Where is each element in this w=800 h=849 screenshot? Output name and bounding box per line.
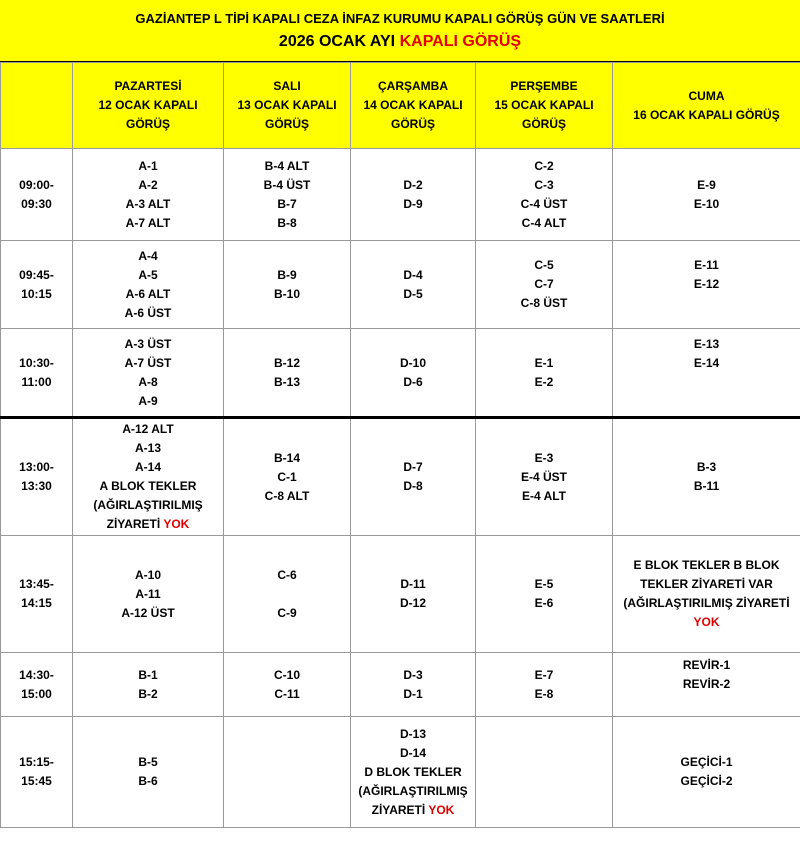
ward-entry: ZİYARETİ YOK xyxy=(371,802,455,817)
ward-entry: B-12 xyxy=(273,355,300,370)
ward-entry: A-6 ÜST xyxy=(124,305,172,320)
ward-entry: A-10 xyxy=(134,567,161,582)
ward-cell xyxy=(73,329,224,418)
day-subtitle: GÖRÜŞ xyxy=(264,117,309,131)
time-label: 10:15 xyxy=(21,286,52,301)
time-slot-row xyxy=(1,241,800,329)
time-slot-row xyxy=(1,653,800,717)
ward-entry: B-11 xyxy=(693,479,720,493)
ward-entry: E-4 ÜST xyxy=(520,469,567,484)
time-cell xyxy=(1,653,73,717)
ward-cell xyxy=(476,717,613,828)
ward-entry: C-4 ÜST xyxy=(520,196,568,211)
ward-cell xyxy=(613,241,800,329)
ward-entry: C-5 xyxy=(534,258,554,272)
ward-entry: B-10 xyxy=(273,286,300,301)
ward-entry: E-8 xyxy=(534,686,554,701)
ward-entry: A-12 ALT xyxy=(122,422,174,436)
ward-entry: E-4 ALT xyxy=(522,488,566,503)
ward-cell xyxy=(224,329,351,418)
time-label: 15:00 xyxy=(21,686,52,701)
day-name: ÇARŞAMBA xyxy=(378,79,448,93)
ward-entry: (AĞIRLAŞTIRILMIŞ xyxy=(358,783,468,798)
ward-cell xyxy=(224,418,351,536)
ward-entry: D-8 xyxy=(403,479,423,493)
ward-entry: D-4 xyxy=(403,267,423,282)
ward-entry: A-13 xyxy=(134,441,161,455)
ward-entry: D-5 xyxy=(403,286,423,301)
ward-entry: C-2 xyxy=(534,158,554,173)
ward-entry: E-1 xyxy=(534,355,554,370)
day-date: 14 OCAK KAPALI xyxy=(363,98,463,112)
time-label: 14:15 xyxy=(21,596,52,610)
time-slot-row xyxy=(1,329,800,418)
month-title xyxy=(0,27,800,53)
ward-entry: C-10 xyxy=(273,667,300,682)
header-row xyxy=(1,63,800,149)
ward-entry: A-3 ÜST xyxy=(124,336,172,351)
ward-cell xyxy=(224,717,351,828)
ward-entry xyxy=(615,294,798,313)
ward-cell xyxy=(476,653,613,717)
day-header xyxy=(224,63,351,149)
ward-cell xyxy=(476,536,613,653)
ward-entry: TEKLER ZİYARETİ VAR xyxy=(640,577,773,591)
ward-entry: D-14 xyxy=(399,745,426,760)
ward-entry: B-3 xyxy=(696,460,717,474)
ward-entry xyxy=(615,694,798,713)
ward-entry: D BLOK TEKLER xyxy=(364,764,462,779)
ward-entry: REVİR-1 xyxy=(682,658,731,672)
ward-entry: GEÇİCİ-1 xyxy=(680,755,733,769)
ward-entry: E-11 xyxy=(694,258,719,272)
month-label: 2026 OCAK AYI xyxy=(278,33,396,50)
day-name: PAZARTESİ xyxy=(114,79,182,93)
ward-entry: B-2 xyxy=(138,686,158,701)
ward-entry: E-13 xyxy=(693,336,720,351)
ward-entry: B-4 ALT xyxy=(264,158,310,173)
institution-title: GAZİANTEP L TİPİ KAPALI CEZA İNFAZ KURUMU KAPALI GÖRÜŞ GÜN VE SAATLERİ xyxy=(135,11,665,26)
day-date: 13 OCAK KAPALI xyxy=(237,98,337,112)
time-label: 09:45- xyxy=(19,267,54,282)
time-cell xyxy=(1,241,73,329)
ward-cell xyxy=(351,536,476,653)
ward-entry: E-5 xyxy=(534,577,554,591)
ward-entry: C-7 xyxy=(534,277,554,291)
ward-entry xyxy=(615,392,798,411)
ward-cell xyxy=(476,241,613,329)
ward-cell xyxy=(613,418,800,536)
ward-cell xyxy=(613,329,800,418)
day-date: 16 OCAK KAPALI GÖRÜŞ xyxy=(633,107,780,122)
ward-cell xyxy=(613,149,800,241)
ward-entry: D-7 xyxy=(403,460,423,474)
ward-entry: E-6 xyxy=(534,596,554,610)
time-label: 09:00- xyxy=(19,177,54,192)
ward-cell xyxy=(224,241,351,329)
time-label: 13:00- xyxy=(19,460,54,474)
ward-entry: C-11 xyxy=(274,686,300,701)
ward-entry: A-7 ÜST xyxy=(124,355,172,370)
highlight-text: YOK xyxy=(428,802,455,817)
time-cell xyxy=(1,418,73,536)
ward-entry: A-12 ÜST xyxy=(121,605,175,620)
ward-entry: B-1 xyxy=(138,667,158,682)
day-header xyxy=(476,63,613,149)
corner-cell xyxy=(1,63,73,149)
ward-entry: A-7 ALT xyxy=(125,215,171,230)
visit-schedule-table xyxy=(0,62,800,828)
ward-entry: E-10 xyxy=(693,196,720,211)
time-label: 10:30- xyxy=(19,355,54,370)
day-date: 12 OCAK KAPALI xyxy=(98,98,198,112)
time-label: 15:45 xyxy=(21,774,52,788)
ward-entry: B-9 xyxy=(277,267,297,282)
ward-cell xyxy=(73,717,224,828)
ward-entry: ZİYARETİ YOK xyxy=(106,517,190,531)
time-label: 15:15- xyxy=(19,755,54,769)
ward-entry: D-6 xyxy=(403,374,423,389)
visit-type-label: KAPALI GÖRÜŞ xyxy=(399,33,522,50)
ward-entry xyxy=(615,613,798,632)
ward-cell xyxy=(613,536,800,653)
ward-entry: D-3 xyxy=(403,667,423,682)
ward-entry: D-12 xyxy=(399,596,426,610)
ward-entry: D-11 xyxy=(400,577,426,591)
ward-cell xyxy=(224,149,351,241)
ward-entry: B-4 ÜST xyxy=(263,177,311,192)
ward-entry: A BLOK TEKLER xyxy=(99,479,197,493)
highlight-text: YOK xyxy=(693,615,720,629)
day-subtitle: GÖRÜŞ xyxy=(390,117,435,131)
title-block xyxy=(0,0,800,62)
day-name: CUMA xyxy=(688,88,725,103)
ward-entry: A-2 xyxy=(138,177,158,192)
ward-entry: GEÇİCİ-2 xyxy=(680,774,733,788)
ward-cell xyxy=(224,653,351,717)
time-label: 13:45- xyxy=(19,577,54,591)
ward-entry: B-13 xyxy=(273,374,300,389)
ward-entry: B-8 xyxy=(277,215,297,230)
ward-entry: (AĞIRLAŞTIRILMIŞ ZİYARETİ xyxy=(623,596,790,610)
ward-cell xyxy=(351,717,476,828)
time-slot-row xyxy=(1,418,800,536)
ward-entry: A-3 ALT xyxy=(125,196,171,211)
time-cell xyxy=(1,149,73,241)
day-header xyxy=(351,63,476,149)
time-label: 13:30 xyxy=(21,479,52,493)
ward-cell xyxy=(351,418,476,536)
ward-entry: B-7 xyxy=(277,196,297,211)
ward-entry: C-9 xyxy=(277,605,297,620)
ward-entry: E-12 xyxy=(693,277,720,291)
ward-entry: C-4 ALT xyxy=(521,215,567,230)
ward-entry: (AĞIRLAŞTIRILMIŞ xyxy=(93,498,203,512)
ward-entry: C-6 xyxy=(277,567,297,582)
time-label: 14:30- xyxy=(19,667,54,682)
ward-entry: A-9 xyxy=(138,393,158,408)
ward-entry: C-8 ÜST xyxy=(520,296,568,310)
ward-entry: D-10 xyxy=(399,355,426,370)
ward-entry: C-3 xyxy=(534,177,554,192)
ward-entry: D-1 xyxy=(403,686,423,701)
ward-cell xyxy=(224,536,351,653)
day-subtitle: GÖRÜŞ xyxy=(521,117,566,131)
ward-entry: B-5 xyxy=(138,755,158,769)
ward-cell xyxy=(476,418,613,536)
ward-entry: D-13 xyxy=(399,726,426,741)
day-header xyxy=(73,63,224,149)
ward-entry: E-7 xyxy=(534,667,554,682)
time-label: 09:30 xyxy=(21,196,52,211)
ward-entry xyxy=(226,585,348,604)
ward-entry: B-14 xyxy=(273,450,300,465)
time-slot-row xyxy=(1,717,800,828)
ward-entry: A-5 xyxy=(138,267,158,282)
ward-entry: REVİR-2 xyxy=(682,677,731,691)
ward-cell xyxy=(351,653,476,717)
ward-entry: C-1 xyxy=(277,469,297,484)
ward-cell xyxy=(351,149,476,241)
day-name: SALI xyxy=(273,79,301,93)
ward-cell xyxy=(613,653,800,717)
ward-entry: A-1 xyxy=(138,158,158,173)
ward-entry: E-3 xyxy=(534,450,554,465)
ward-entry: A-6 ALT xyxy=(125,286,171,301)
ward-cell xyxy=(351,329,476,418)
day-header xyxy=(613,63,800,149)
ward-entry: B-6 xyxy=(138,774,158,788)
ward-entry: E-9 xyxy=(697,177,716,192)
time-cell xyxy=(1,329,73,418)
ward-cell xyxy=(73,653,224,717)
ward-entry: A-4 xyxy=(138,248,158,263)
highlight-text: YOK xyxy=(163,517,190,531)
ward-cell xyxy=(476,329,613,418)
ward-cell xyxy=(351,241,476,329)
ward-entry: A-14 xyxy=(134,460,161,474)
time-cell xyxy=(1,536,73,653)
ward-cell xyxy=(73,241,224,329)
ward-entry: E BLOK TEKLER B BLOK xyxy=(633,558,780,572)
ward-entry: A-11 xyxy=(135,586,161,601)
ward-cell xyxy=(73,536,224,653)
day-date: 15 OCAK KAPALI xyxy=(494,98,594,112)
ward-entry: D-2 xyxy=(403,177,423,192)
ward-cell xyxy=(613,717,800,828)
ward-cell xyxy=(73,418,224,536)
ward-entry: D-9 xyxy=(403,196,423,211)
ward-entry: E-14 xyxy=(693,355,720,370)
time-label: 11:00 xyxy=(21,374,52,389)
ward-entry xyxy=(615,373,798,392)
day-subtitle: GÖRÜŞ xyxy=(125,117,170,131)
ward-cell xyxy=(73,149,224,241)
ward-entry: C-8 ALT xyxy=(264,488,310,503)
ward-entry: A-8 xyxy=(138,374,158,389)
time-slot-row xyxy=(1,149,800,241)
day-name: PERŞEMBE xyxy=(510,79,578,93)
time-cell xyxy=(1,717,73,828)
time-slot-row xyxy=(1,536,800,653)
ward-entry: E-2 xyxy=(534,374,554,389)
ward-cell xyxy=(476,149,613,241)
